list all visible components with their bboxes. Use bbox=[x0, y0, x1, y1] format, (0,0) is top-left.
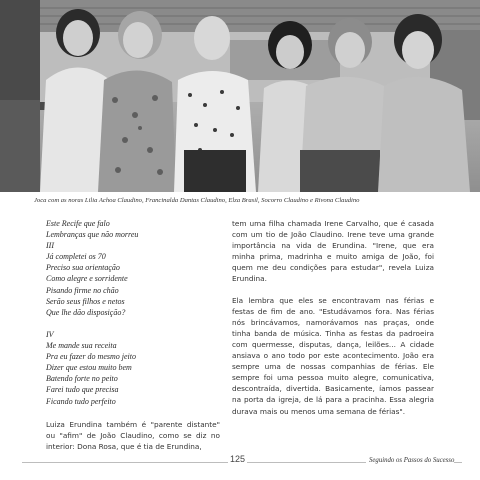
poem-line: Já completei os 70 bbox=[46, 252, 106, 262]
poem-line: Lembranças que não morreu bbox=[46, 230, 139, 240]
poem-stanza-heading: III bbox=[46, 241, 54, 251]
poem-line: Serão seus filhos e netos bbox=[46, 296, 125, 306]
poem-line: Dizer que estou muito bem bbox=[46, 363, 132, 373]
footer-book-title: Seguindo os Passos do Sucesso bbox=[366, 457, 454, 464]
poem-stanza-heading: IV bbox=[46, 329, 54, 339]
group-photo bbox=[0, 0, 480, 192]
body-paragraph-left: Luiza Erundina também é "parente distante" ou "afim" de João Claudino, como se diz no interior: Dona Rosa, que é tia de Erundina, bbox=[46, 419, 220, 451]
poem-line: Pra eu fazer do mesmo jeito bbox=[46, 352, 136, 362]
poem-line: Farei tudo que precisa bbox=[46, 385, 119, 395]
stanza-gap bbox=[46, 318, 222, 329]
poem-line: Ficando tudo perfeito bbox=[46, 396, 116, 406]
poem-stanza-iv bbox=[46, 329, 222, 407]
left-column bbox=[46, 218, 222, 452]
group-photo-illustration bbox=[0, 0, 480, 192]
poem-stanza-iii bbox=[46, 218, 222, 329]
poem-line: Que lhe dão disposição? bbox=[46, 307, 126, 317]
body-paragraph-right-1: tem uma filha chamada Irene Carvalho, que é casada com um tio de João Claudino. Irene teve uma grande importância na vida de Erundina. "Irene, que era minha prima, madrinha e muito amiga de João, foi quem me deu condições para estudar", revela Luiza Erundina. bbox=[232, 219, 434, 284]
poem-line: Me mande sua receita bbox=[46, 341, 117, 351]
poem-line: Batendo forte no peito bbox=[46, 374, 118, 384]
page-number: 125 bbox=[230, 454, 246, 464]
poem-line: Preciso sua orientação bbox=[46, 263, 120, 273]
right-column bbox=[232, 218, 434, 417]
poem-line: Como alegre e sorridente bbox=[46, 274, 128, 284]
poem-line: Pisando firme no chão bbox=[46, 285, 119, 295]
poem-line: Este Recife que falo bbox=[46, 219, 110, 228]
body-paragraph-right-2: Ela lembra que eles se encontravam nas férias e festas de fim de ano. "Estudávamos fora. Nas férias nós brincávamos, namorávamos nas praças, onde tinha banda de música. Tinha as festas da padroeira com quermesse, disputas, dança, leilões... A cidade ansiava o ano todo por este acontecimento. João era sempre uma de nossas companhias de férias. Ele sempre foi uma pessoa muito alegre, comunicativa, descontraída, divertida. Basicamente, íamos passear na porta da igreja, de lá para a pracinha. Essa alegria durava mais ou menos uma semana de férias". bbox=[232, 295, 434, 416]
photo-caption: Joca com as noras Lilia Achoa Claudino, Francinalda Dantas Claudino, Elza Brasil, Socorro Claudino e Rivona Claudino bbox=[34, 197, 360, 204]
